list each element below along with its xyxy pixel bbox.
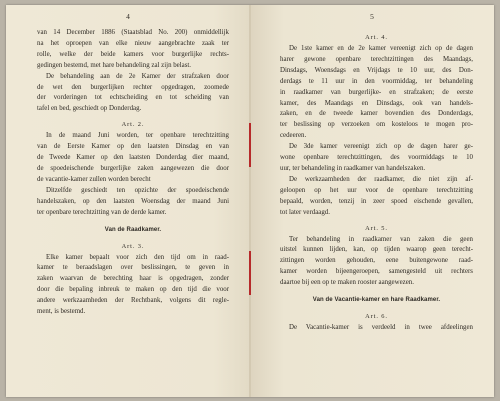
binding-thread bbox=[249, 123, 251, 167]
binding-thread bbox=[249, 251, 251, 295]
paragraph bbox=[280, 142, 473, 175]
text-column bbox=[280, 28, 473, 334]
text-line: Ter behandeling in raadkamer van zaken die geen bbox=[289, 235, 473, 243]
text-line: De Vacantie-kamer is verdeeld in twee afdeelingen bbox=[289, 324, 473, 332]
text-line: van de Eerste Kamer op den laatsten Dinsdag en van bbox=[37, 143, 229, 151]
gutter bbox=[249, 5, 251, 397]
text-line: zaken waarvan de berechting haar is opgedragen, zonder bbox=[37, 275, 229, 283]
text-line: De 1ste kamer en de 2e kamer vereenigt zich op de dagen bbox=[289, 45, 473, 52]
paragraph bbox=[37, 253, 229, 318]
page-number: 5 bbox=[370, 12, 374, 21]
article-number: Art. 3. bbox=[121, 242, 145, 250]
text-line: geloopen op het uur voor de openbare terechtzitting bbox=[280, 186, 473, 194]
paragraph bbox=[37, 28, 229, 72]
text-line: na het oproepen van elke nieuw aangebrachte zaak ter bbox=[37, 39, 229, 47]
text-line: gedingen bestemd, met hare behandeling zal zijn belast. bbox=[37, 61, 192, 69]
text-line: kamer te beraadslagen over beslissingen, te geven in bbox=[37, 264, 229, 272]
text-line: ter beslissing op verzoeken om kosteloos te mogen pro- bbox=[280, 121, 473, 129]
text-line: ment, is bestemd. bbox=[37, 308, 86, 316]
text-line: zittingen worden gehouden, eene buitengewone raad- bbox=[280, 257, 473, 265]
text-line: handelszaken, op den laatsten Woensdag der maand Juni bbox=[37, 197, 229, 205]
text-line: tot later verdaagd. bbox=[280, 208, 330, 216]
left-page bbox=[6, 5, 250, 397]
paragraph bbox=[280, 323, 473, 334]
right-page bbox=[250, 5, 494, 397]
text-line: bepaald, worden, tenzij in zeer spoed eischende gevallen, bbox=[280, 197, 473, 205]
text-line: Elke kamer bepaalt voor zich den tijd om in raad- bbox=[46, 253, 229, 261]
text-line: de Tweede Kamer op den laatsten Donderdag dier maand, bbox=[37, 154, 229, 162]
text-line: ter openbare terechtzitting van de derde kamer. bbox=[37, 208, 167, 216]
book-spread bbox=[6, 5, 494, 397]
text-line: harer gewone openbare terechtzittingen des Maandags, bbox=[280, 55, 473, 63]
section-heading: Van de Raadkamer. bbox=[104, 226, 162, 233]
text-line: de wet den burgerlijken rechter opgedragen, zoomede bbox=[37, 83, 229, 91]
text-line: Dinsdags, Woensdags en Vrijdags te 10 uur, des Don- bbox=[280, 66, 473, 74]
article-number: Art. 6. bbox=[365, 313, 388, 321]
text-line: De 3de kamer vereenigt zich op de dagen harer ge- bbox=[289, 143, 473, 151]
text-line: zaken, en de tweede kamer bovendien des Donderdags, bbox=[280, 110, 473, 118]
text-column bbox=[37, 28, 229, 318]
text-line: andere werkzaamheden der Rechtbank, volgens dit regle- bbox=[37, 297, 229, 305]
section-heading: Van de Vacantie-kamer en hare Raadkamer. bbox=[312, 297, 441, 304]
page-number: 4 bbox=[126, 12, 130, 21]
paragraph bbox=[280, 235, 473, 290]
text-line: door die bepaling inbreuk te maken op den tijd die voor bbox=[37, 286, 229, 294]
text-line: tafel en bed, geschiedt op Donderdag. bbox=[37, 105, 142, 113]
text-line: In de maand Juni worden, ter openbare terechtzitting bbox=[46, 132, 229, 140]
text-line: De werkzaamheden der raadkamer, die niet zijn af- bbox=[289, 175, 473, 183]
text-line: rolle, welke der beide kamers voor burgerlijke rechts- bbox=[37, 50, 229, 58]
text-line: kamer worden bijeengeroepen, samengesteld uit rechters bbox=[280, 268, 473, 276]
text-line: kamer, des Maandags en Dinsdags, ook van handels- bbox=[280, 99, 473, 107]
text-line: daartoe bij een op te maken rooster aangewezen. bbox=[280, 279, 414, 287]
text-line: derdags te 11 uur in den voormiddag, ter behandeling bbox=[280, 77, 473, 85]
text-line: uur, ter behandeling in raadkamer van handelszaken. bbox=[280, 164, 426, 172]
paragraph bbox=[37, 72, 229, 116]
text-line: de vacantie-kamer zullen worden berecht bbox=[37, 175, 151, 183]
text-line: wone openbare terechtzittingen, des voormiddags te 10 bbox=[280, 154, 473, 162]
text-line: cedeeren. bbox=[280, 132, 307, 140]
paragraph bbox=[280, 175, 473, 219]
paragraph bbox=[280, 44, 473, 142]
article-number: Art. 2. bbox=[121, 121, 145, 129]
text-line: in raadkamer van burgerlijke- en strafzaken; de eerste bbox=[280, 88, 473, 96]
text-line: Ditzelfde geschiedt ten opzichte der spoedeischende bbox=[46, 186, 229, 194]
text-line: uitstel kunnen lijden, kan, op tijden waarop geen terecht- bbox=[280, 246, 473, 254]
article-number: Art. 5. bbox=[365, 224, 388, 232]
text-line: De behandeling aan de 2e Kamer der strafzaken door bbox=[46, 72, 229, 80]
paragraph bbox=[37, 186, 229, 219]
paragraph bbox=[37, 131, 229, 186]
text-line: der vorderingen tot echtscheiding en tot scheiding van bbox=[37, 94, 229, 102]
article-number: Art. 4. bbox=[365, 34, 388, 41]
text-line: van 14 December 1886 (Staatsblad No. 200) onmiddellijk bbox=[37, 29, 229, 36]
text-line: de spoedeischende burgerlijke zaken aangewezen die door bbox=[37, 164, 229, 172]
